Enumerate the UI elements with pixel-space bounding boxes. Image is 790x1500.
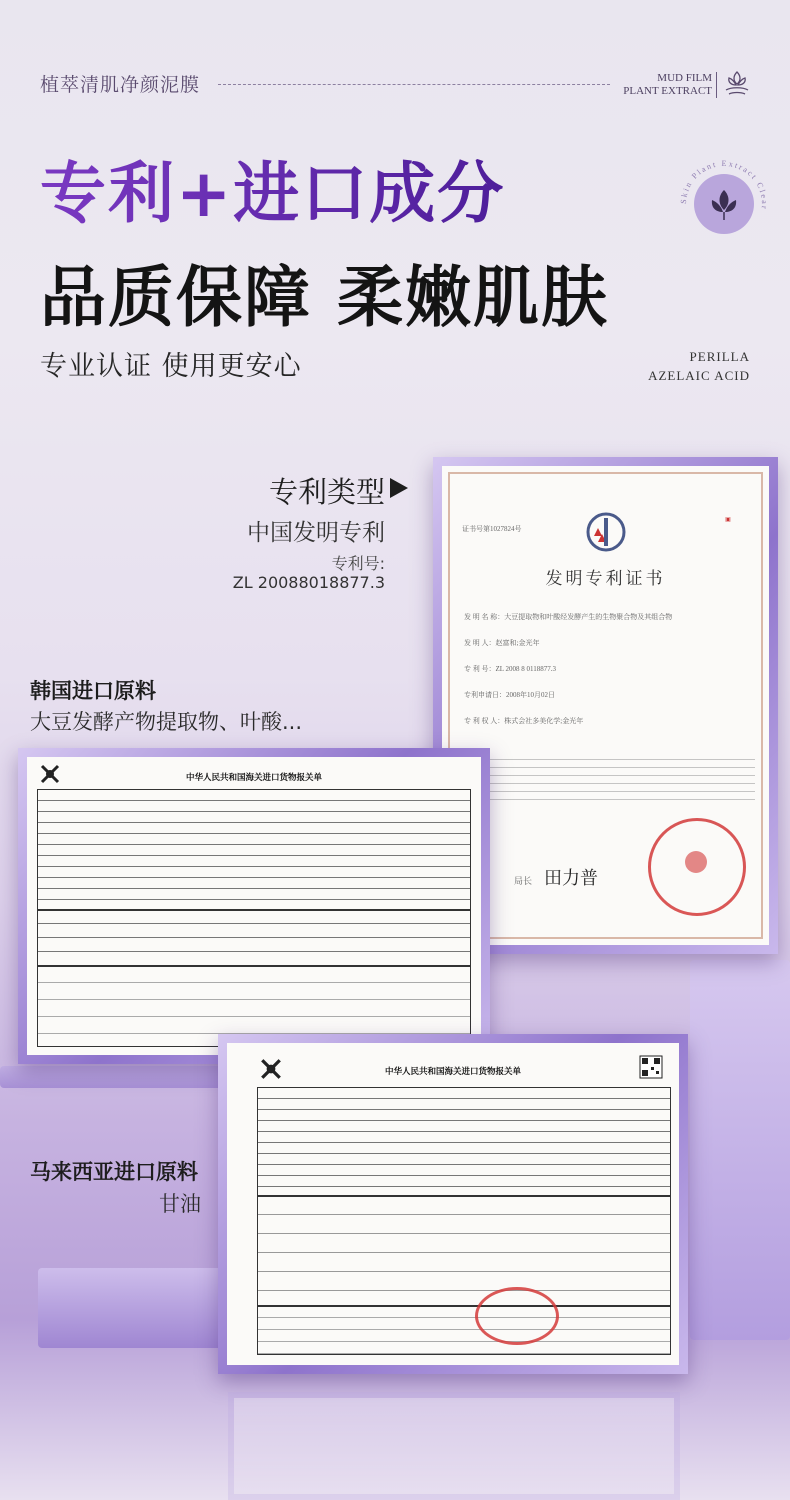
customs-form-header-grid <box>37 789 471 911</box>
malaysia-import-title: 马来西亚进口原料 <box>30 1160 198 1184</box>
triangle-arrow-icon <box>390 478 408 498</box>
korea-customs-form <box>27 757 481 1055</box>
malaysia-customs-form <box>227 1043 679 1365</box>
national-emblem-icon <box>685 851 707 873</box>
customs-form-footer-grid <box>257 1305 671 1355</box>
patent-certificate <box>442 466 769 945</box>
certificate-number: 证书号第1027824号 <box>462 525 522 533</box>
patent-kind: 中国发明专利 <box>247 520 385 546</box>
customs-form-title: 中华人民共和国海关进口货物报关单 <box>185 773 322 783</box>
ingredient-perilla: PERILLA <box>689 349 750 364</box>
patent-holder-line: 专 利 权 人：株式会社多美化学;金光年 <box>464 717 584 725</box>
corner-seal: ▣ <box>725 517 731 523</box>
patent-type-label: 专利类型 <box>268 475 385 509</box>
header-en-line-1: MUD FILM <box>657 72 712 84</box>
display-platform-left <box>38 1268 228 1348</box>
certificate-title: 发明专利证书 <box>545 569 666 588</box>
ingredient-azelaic-acid: AZELAIC ACID <box>648 368 750 383</box>
customs-form-header-grid <box>257 1087 671 1197</box>
malaysia-import-desc: 甘油 <box>159 1192 201 1216</box>
badge-text: Skin Plant Extract Clear <box>678 158 770 212</box>
qr-code-icon <box>639 1055 663 1079</box>
customs-form-title: 中华人民共和国海关进口货物报关单 <box>384 1067 521 1077</box>
customs-form-items-grid <box>37 909 471 967</box>
patent-number: ZL 20088018877.3 <box>232 573 385 592</box>
subheadline: 专业认证 使用更安心 <box>40 351 302 382</box>
application-date-line: 专利申请日：2008年10月02日 <box>464 691 555 699</box>
patent-number-line: 专 利 号：ZL 2008 8 0118877.3 <box>464 665 557 673</box>
korea-customs-form-frame <box>18 748 490 1064</box>
patent-office-emblem-icon <box>584 510 628 554</box>
skin-plant-badge <box>678 158 770 250</box>
patent-number-label: 专利号: <box>331 554 385 573</box>
header-separator <box>716 72 717 98</box>
headline-quality: 品质保障 柔嫩肌肤 <box>40 259 609 336</box>
headline-patent-imported: 专利+进口成分 <box>40 140 505 235</box>
customs-stamp <box>475 1287 559 1345</box>
english-ingredients <box>590 347 750 385</box>
display-platform-right <box>690 960 790 1340</box>
malaysia-customs-form-frame <box>218 1034 688 1374</box>
customs-form-items-grid <box>257 1195 671 1307</box>
inventor-line: 发 明 人：赵富和;金光年 <box>464 639 540 647</box>
header-en-line-2: PLANT EXTRACT <box>623 85 712 97</box>
korea-import-title: 韩国进口原料 <box>30 679 156 703</box>
header-english-title <box>612 72 712 98</box>
plant-leaf-icon <box>723 68 751 98</box>
korea-import-desc: 大豆发酵产物提取物、叶酸... <box>30 710 303 734</box>
official-stamp <box>648 818 746 916</box>
frame-reflection <box>228 1392 680 1500</box>
signature: 田力普 <box>544 868 598 889</box>
certificate-body-text <box>482 752 755 800</box>
header-divider <box>218 84 610 85</box>
signature-label: 局长 <box>514 876 533 886</box>
product-name: 植萃清肌净颜泥膜 <box>40 74 201 96</box>
invention-name-line: 发 明 名 称：大豆提取物和叶酸经发酵产生的生物聚合物及其组合物 <box>464 613 673 621</box>
